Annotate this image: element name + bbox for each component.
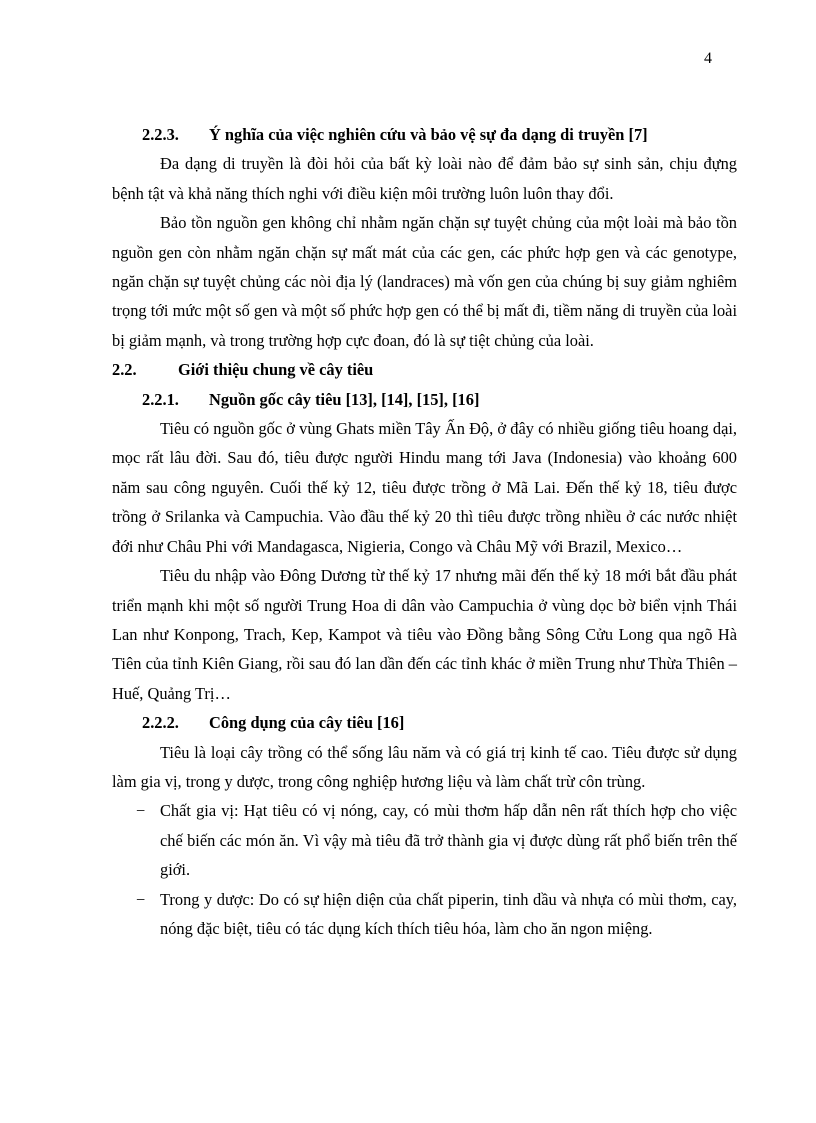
bullet-item (112, 796, 737, 884)
heading-title: Nguồn gốc cây tiêu [13], [14], [15], [16] (209, 389, 480, 409)
heading-2-2-1 (112, 385, 737, 414)
heading-number: 2.2.3. (142, 125, 179, 144)
paragraph: Bảo tồn nguồn gen không chỉ nhằm ngăn chặn sự tuyệt chủng của một loài mà bảo tồn nguồn gen còn nhằm ngăn chặn sự mất mát của các gen, các phức hợp gen và các genotype, ngăn chặn sự tuyệt chủng các nòi địa lý (landraces) mà vốn gen của chúng bị suy giảm nghiêm trọng tới mức một số gen và một số phức hợp gen có thể bị mất đi, tiềm năng di truyền của loài bị giảm mạnh, và trong trường hợp cực đoan, đó là sự tiệt chủng của loài. (112, 213, 737, 350)
heading-number: 2.2. (112, 360, 137, 380)
paragraph: Tiêu du nhập vào Đông Dương từ thế kỷ 17 nhưng mãi đến thế kỷ 18 mới bắt đầu phát triển mạnh khi một số người Trung Hoa di dân vào Campuchia ở vùng dọc bờ biển vịnh Thái Lan như Konpong, Trach, Kep, Kampot và tiêu vào Đồng bằng Sông Cửu Long qua ngõ Hà Tiên của tỉnh Kiên Giang, rồi sau đó lan dần đến các tỉnh khác ở miền Trung như Thừa Thiên – Huế, Quảng Trị… (112, 566, 737, 703)
page-number: 4 (704, 50, 712, 67)
heading-title: Ý nghĩa của việc nghiên cứu và bảo vệ sự đa dạng di truyền [7] (209, 125, 648, 144)
heading-number: 2.2.1. (142, 389, 179, 409)
heading-number: 2.2.2. (142, 713, 179, 733)
paragraph: Tiêu là loại cây trồng có thể sống lâu năm và có giá trị kinh tế cao. Tiêu được sử dụng làm gia vị, trong y dược, trong công nghiệp hương liệu và làm chất trừ côn trùng. (112, 742, 737, 791)
heading-2-2-2 (112, 708, 737, 737)
bullet-marker: − (136, 889, 146, 909)
heading-title: Công dụng của cây tiêu [16] (209, 713, 405, 733)
heading-2-2 (112, 355, 737, 384)
bullet-item (112, 885, 737, 944)
bullet-text: Trong y dược: Do có sự hiện diện của chất piperin, tinh dầu và nhựa có mùi thơm, cay, nóng đặc biệt, tiêu có tác dụng kích thích tiêu hóa, làm cho ăn ngon miệng. (160, 889, 737, 938)
bullet-text: Chất gia vị: Hạt tiêu có vị nóng, cay, có mùi thơm hấp dẫn nên rất thích hợp cho việc chế biến các món ăn. Vì vậy mà tiêu đã trở thành gia vị được dùng rất phổ biến trên thế giới. (160, 801, 737, 880)
heading-title: Giới thiệu chung về cây tiêu (178, 360, 374, 380)
paragraph: Đa dạng di truyền là đòi hỏi của bất kỳ loài nào để đảm bảo sự sinh sản, chịu đựng bệnh tật và khả năng thích nghi với điều kiện môi trường luôn luôn thay đổi. (112, 154, 737, 203)
paragraph: Tiêu có nguồn gốc ở vùng Ghats miền Tây Ấn Độ, ở đây có nhiều giống tiêu hoang dại, mọc rất lâu đời. Sau đó, tiêu được người Hindu mang tới Java (Indonesia) vào khoảng 600 năm sau công nguyên. Cuối thế kỷ 12, tiêu được trồng ở Mã Lai. Đến thế kỷ 18, tiêu được trồng ở Srilanka và Campuchia. Vào đầu thế kỷ 20 thì tiêu được trồng nhiều ở các nước nhiệt đới như Châu Phi với Mandagasca, Nigieria, Congo và Châu Mỹ với Brazil, Mexico… (112, 419, 737, 556)
heading-2-2-3 (112, 120, 737, 149)
bullet-marker: − (136, 801, 146, 821)
page-content (112, 120, 737, 943)
